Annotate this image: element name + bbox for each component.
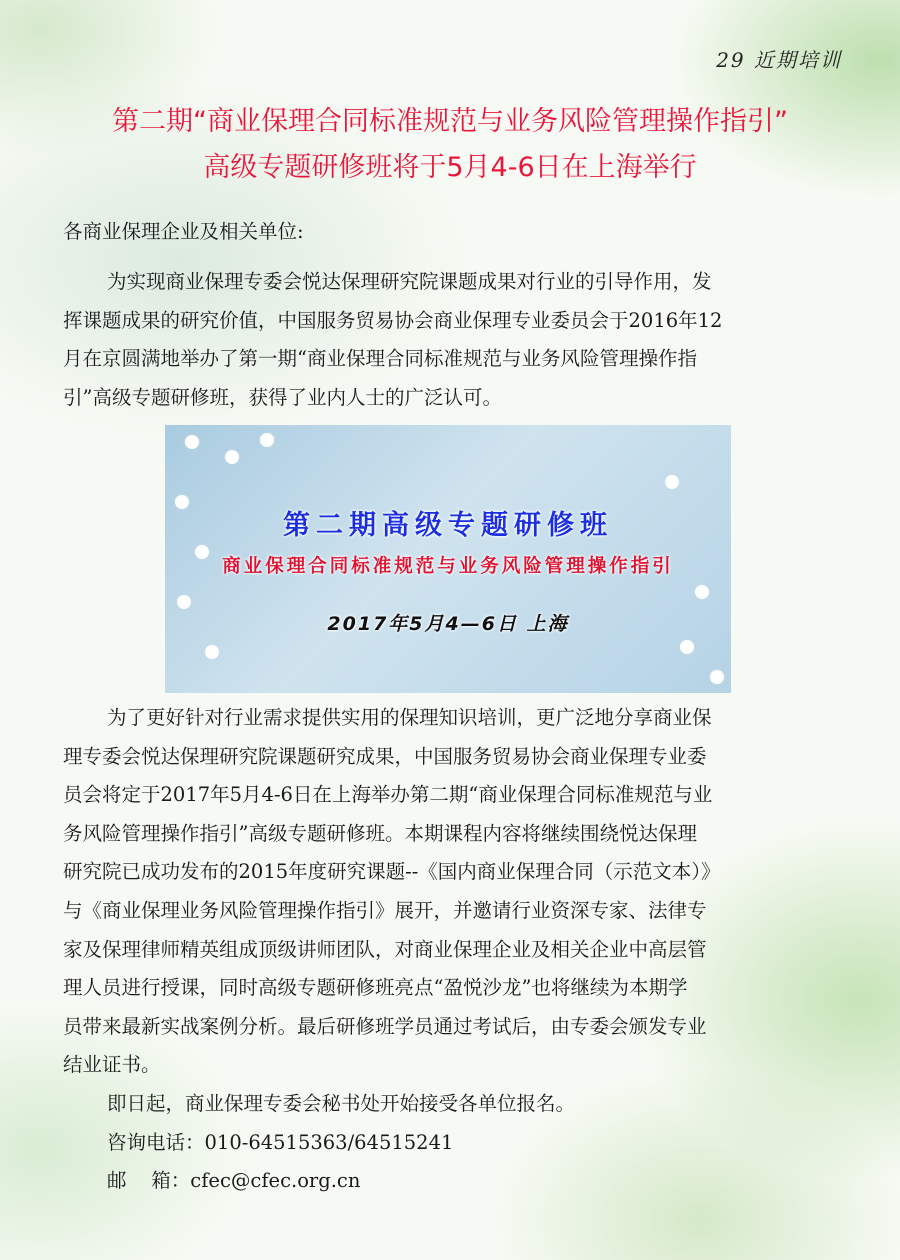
phone-line	[63, 1124, 833, 1163]
title-line-2: 高级专题研修班将于5月4-6日在上海举行	[203, 152, 697, 183]
text-line: 理人员进行授课，同时高级专题研修班亮点“盈悦沙龙”也将继续为本期学	[63, 976, 688, 1000]
text-line: 结业证书。	[63, 1053, 161, 1077]
banner-date-place: 2017年5月4—6日 上海	[327, 613, 569, 635]
text-line: 引”高级专题研修班，获得了业内人士的广泛认可。	[63, 385, 502, 409]
salutation: 各商业保理企业及相关单位:	[63, 220, 304, 243]
phone-number: 010-64515363/64515241	[204, 1130, 454, 1154]
text-line: 理专委会悦达保理研究院课题研究成果，中国服务贸易协会商业保理专业委	[63, 744, 707, 768]
email-label: 邮 箱：	[107, 1169, 191, 1193]
text-line: 务风险管理操作指引”高级专题研修班。本期课程内容将继续围绕悦达保理	[63, 821, 697, 845]
registration-notice: 即日起，商业保理专委会秘书处开始接受各单位报名。	[107, 1091, 576, 1115]
paragraph-2	[63, 699, 833, 1201]
event-banner-image	[165, 425, 731, 693]
paragraph-1	[63, 263, 833, 417]
phone-label: 咨询电话：	[107, 1130, 205, 1154]
text-line: 员带来最新实战案例分析。最后研修班学员通过考试后，由专委会颁发专业	[63, 1014, 707, 1038]
banner-subheading: 商业保理合同标准规范与业务风险管理操作指引	[222, 556, 674, 577]
text-line: 与《商业保理业务风险管理操作指引》展开，并邀请行业资深专家、法律专	[63, 898, 707, 922]
text-line: 月在京圆满地举办了第一期“商业保理合同标准规范与业务风险管理操作指	[63, 347, 697, 371]
banner-heading: 第二期高级专题研修班	[283, 510, 613, 541]
email-address[interactable]: cfec@cfec.org.cn	[190, 1169, 361, 1193]
text-line: 研究院已成功发布的2015年度研究课题--《国内商业保理合同（示范文本）》	[63, 860, 721, 884]
title-line-1: 第二期“商业保理合同标准规范与业务风险管理操作指引”	[112, 106, 788, 137]
text-line: 家及保理律师精英组成顶级讲师团队，对商业保理企业及相关企业中高层管	[63, 937, 707, 961]
text-line: 为实现商业保理专委会悦达保理研究院课题成果对行业的引导作用，发	[107, 270, 712, 293]
text-line: 挥课题成果的研究价值，中国服务贸易协会商业保理专业委员会于2016年12	[63, 308, 723, 332]
email-line	[63, 1162, 833, 1201]
page-label: 29 近期培训	[716, 48, 842, 72]
text-line: 员会将定于2017年5月4-6日在上海举办第二期“商业保理合同标准规范与业	[63, 783, 713, 807]
text-line: 为了更好针对行业需求提供实用的保理知识培训，更广泛地分享商业保	[107, 706, 712, 729]
